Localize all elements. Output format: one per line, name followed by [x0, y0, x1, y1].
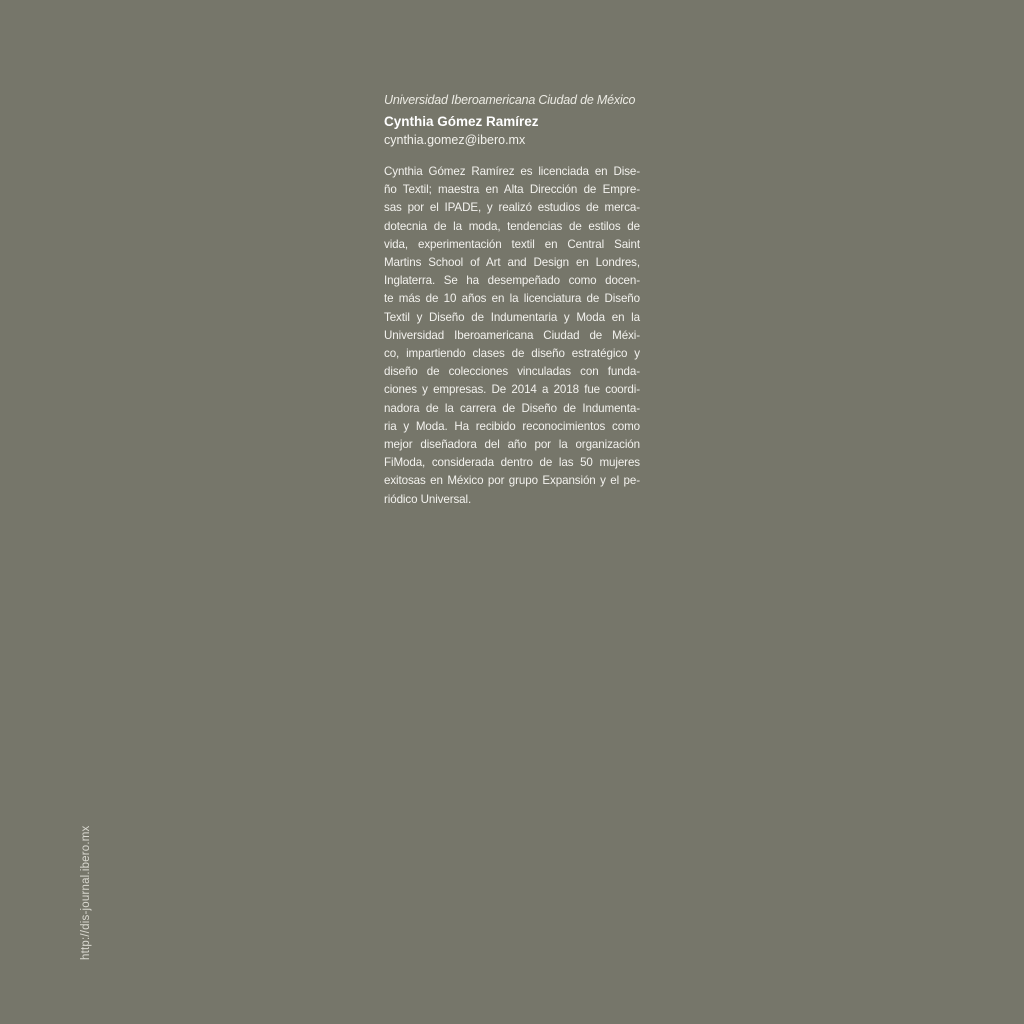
author-bio-block [384, 92, 640, 509]
bio-line: ciones y empresas. De 2014 a 2018 fue coordi- [384, 383, 640, 397]
bio-line: Cynthia Gómez Ramírez es licenciada en Dise- [384, 165, 640, 178]
bio-line: te más de 10 años en la licenciatura de Diseño [384, 292, 640, 306]
bio-line: mejor diseñadora del año por la organización [384, 438, 640, 452]
author-name: Cynthia Gómez Ramírez [384, 114, 539, 129]
bio-line: riódico Universal. [384, 492, 472, 506]
bio-line: sas por el IPADE, y realizó estudios de merca- [384, 201, 640, 215]
author-email: cynthia.gomez@ibero.mx [384, 133, 526, 147]
bio-line: Inglaterra. Se ha desempeñado como docen- [384, 274, 640, 288]
bio-line: diseño de colecciones vinculadas con funda- [384, 365, 640, 379]
bio-line: nadora de la carrera de Diseño de Indumenta- [384, 401, 640, 415]
bio-line: ria y Moda. Ha recibido reconocimientos como [384, 419, 640, 433]
bio-line: Martins School of Art and Design en Londres, [384, 256, 640, 270]
bio-line: vida, experimentación textil en Central Saint [384, 237, 640, 251]
bio-line: FiModa, considerada dentro de las 50 mujeres [384, 456, 640, 470]
bio-line: ño Textil; maestra en Alta Dirección de Empre- [384, 183, 640, 197]
bio-line: dotecnia de la moda, tendencias de estilos de [384, 219, 640, 233]
bio-line: Universidad Iberoamericana Ciudad de Méxi- [384, 328, 640, 342]
bio-line: exitosas en México por grupo Expansión y el pe- [384, 474, 640, 488]
bio-paragraph [384, 163, 640, 509]
journal-url: http://dis-journal.ibero.mx [80, 825, 92, 960]
bio-line: Textil y Diseño de Indumentaria y Moda en la [384, 310, 640, 324]
bio-line: co, impartiendo clases de diseño estratégico y [384, 347, 640, 361]
institution-name: Universidad Iberoamericana Ciudad de México [384, 93, 636, 107]
